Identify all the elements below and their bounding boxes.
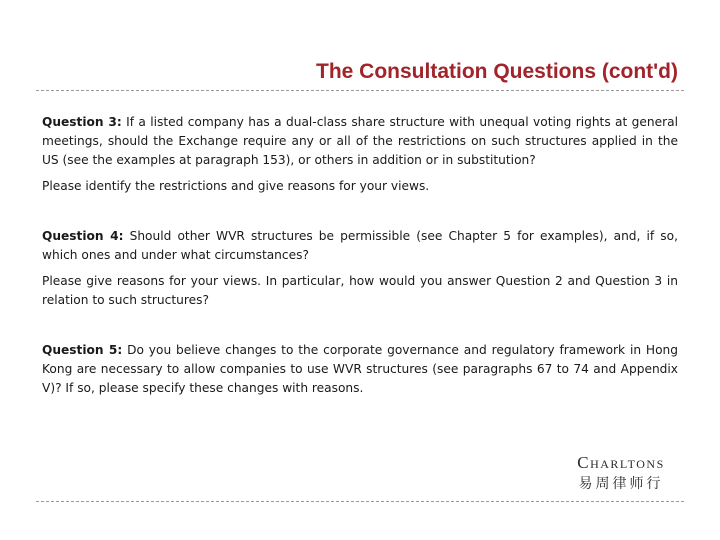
question-4-block xyxy=(42,227,678,310)
question-5-text: Do you believe changes to the corporate governance and regulatory framework in Hong Kong are necessary to allow companies to use WVR structures (see paragraphs 67 to 74 and Appendix V)? If so, please specify these changes with reasons. xyxy=(42,343,679,395)
question-4-followup: Please give reasons for your views. In particular, how would you answer Question 2 and Question 3 in relation to such structures? xyxy=(42,274,678,307)
question-5-block xyxy=(42,341,678,398)
question-4-paragraph xyxy=(42,227,678,265)
question-5-paragraph xyxy=(42,341,678,398)
question-3-block xyxy=(42,113,678,196)
questions-body xyxy=(42,113,678,405)
question-5-label: Question 5: xyxy=(42,343,123,357)
spacer xyxy=(42,317,678,341)
spacer xyxy=(42,203,678,227)
question-3-text: If a listed company has a dual-class share structure with unequal voting rights at general meetings, should the Exchange require any or all of the restrictions on such structures applied in the US (see the examples at paragraph 153), or others in addition or in substitution? xyxy=(42,115,678,167)
question-3-paragraph xyxy=(42,113,678,170)
bottom-divider xyxy=(36,501,684,502)
question-3-label: Question 3: xyxy=(42,115,122,129)
charltons-logo xyxy=(562,452,680,494)
question-3-followup: Please identify the restrictions and give reasons for your views. xyxy=(42,179,430,193)
slide-title: The Consultation Questions (cont'd) xyxy=(316,60,678,83)
question-4-label: Question 4: xyxy=(42,229,124,243)
top-divider xyxy=(36,90,684,91)
question-4-text: Should other WVR structures be permissible (see Chapter 5 for examples), and, if so, which ones and under what circumstances? xyxy=(42,229,678,262)
logo-name: Charltons xyxy=(577,453,665,472)
logo-chinese-name: 易周律师行 xyxy=(578,476,664,492)
